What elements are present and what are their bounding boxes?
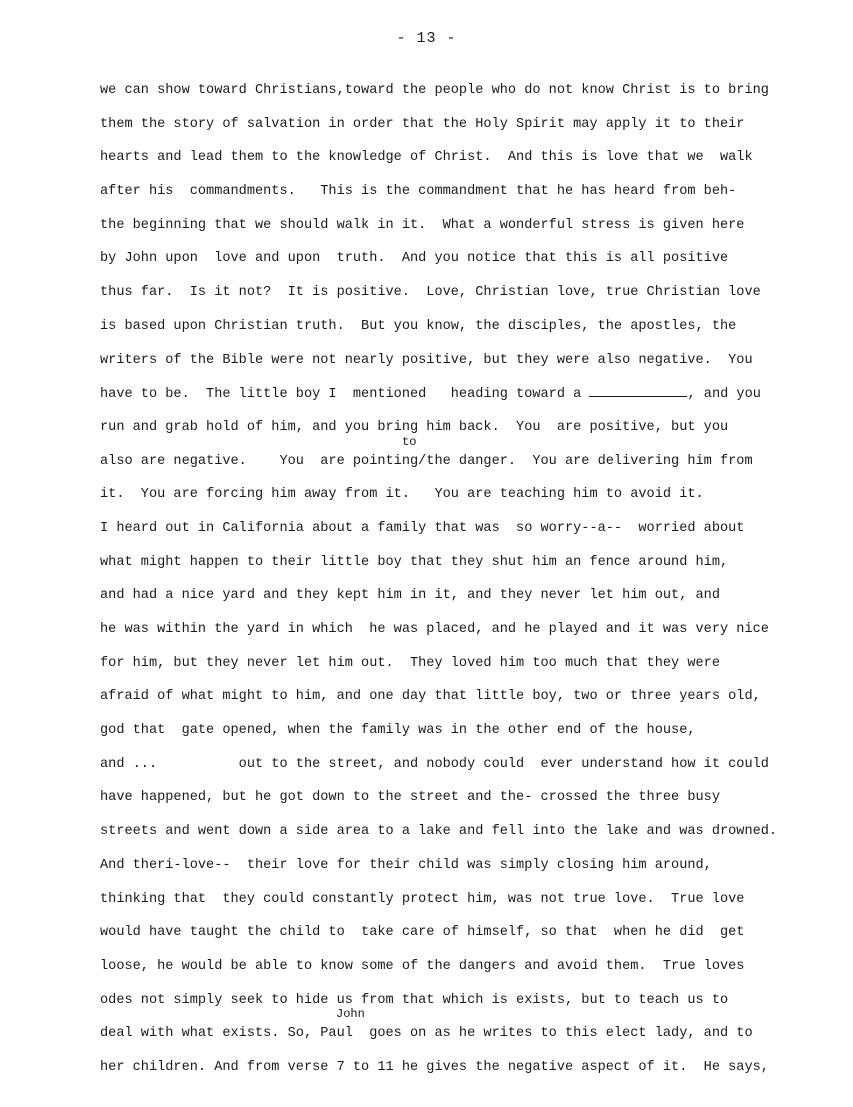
text-line: and had a nice yard and they kept him in it, and they never let him out, and — [100, 588, 720, 604]
page-number: - 13 - — [396, 30, 457, 47]
text-line-with-insertion — [100, 1007, 840, 1057]
text-line: thus far. Is it not? It is positive. Love, Christian love, true Christian love — [100, 285, 761, 301]
body-text — [100, 80, 840, 1091]
text-line-with-blank — [100, 383, 840, 417]
inserted-word-above: John — [336, 1007, 365, 1022]
text-line: would have taught the child to take care of himself, so that when he did get — [100, 925, 745, 941]
text-line: have happened, but he got down to the street and the- crossed the three busy — [100, 790, 720, 806]
text-line: thinking that they could constantly protect him, was not true love. True love — [100, 891, 745, 907]
line-text-after-blank: , and you — [687, 387, 761, 403]
text-line: it. You are forcing him away from it. You are teaching him to avoid it. — [100, 487, 704, 503]
text-line-with-insertion — [100, 434, 840, 485]
text-line: run and grab hold of him, and you bring him back. You are positive, but you — [100, 419, 729, 435]
text-line: them the story of salvation in order that the Holy Spirit may apply it to their — [100, 116, 745, 132]
text-line: we can show toward Christians,toward the people who do not know Christ is to bring — [100, 83, 769, 98]
text-line: for him, but they never let him out. They loved him too much that they were — [100, 655, 720, 671]
text-line: her children. And from verse 7 to 11 he gives the negative aspect of it. He says, — [100, 1059, 769, 1075]
text-line: is based upon Christian truth. But you know, the disciples, the apostles, the — [100, 318, 737, 334]
fill-in-blank — [589, 383, 687, 397]
text-line: afraid of what might to him, and one day that little boy, two or three years old, — [100, 689, 761, 705]
text-line: the beginning that we should walk in it. What a wonderful stress is given here — [100, 217, 745, 233]
inserted-word-above: to — [402, 434, 417, 449]
text-line: loose, he would be able to know some of the dangers and avoid them. True loves — [100, 958, 745, 974]
text-line: And theri-love-- their love for their child was simply closing him around, — [100, 857, 712, 873]
line-text-before-blank: have to be. The little boy I mentioned heading toward a — [100, 387, 590, 403]
line-text: also are negative. You are pointing/the danger. You are delivering him from — [100, 453, 753, 469]
line-text: deal with what exists. So, Paul goes on as he writes to this elect lady, and to — [100, 1026, 753, 1042]
text-line: by John upon love and upon truth. And you notice that this is all positive — [100, 251, 729, 267]
text-line: after his commandments. This is the commandment that he has heard from beh- — [100, 184, 737, 200]
text-line: god that gate opened, when the family was in the other end of the house, — [100, 723, 696, 739]
text-line: streets and went down a side area to a lake and fell into the lake and was drowned. — [100, 824, 778, 840]
text-line: writers of the Bible were not nearly positive, but they were also negative. You — [100, 352, 753, 368]
text-line: and ... out to the street, and nobody could ever understand how it could — [100, 756, 769, 772]
text-line: odes not simply seek to hide us from that which is exists, but to teach us to — [100, 992, 729, 1008]
text-line: hearts and lead them to the knowledge of Christ. And this is love that we walk — [100, 150, 753, 166]
text-line: what might happen to their little boy that they shut him an fence around him, — [100, 554, 729, 570]
text-line: I heard out in California about a family that was so worry--a-- worried about — [100, 520, 745, 536]
text-line: he was within the yard in which he was placed, and he played and it was very nice — [100, 622, 769, 637]
